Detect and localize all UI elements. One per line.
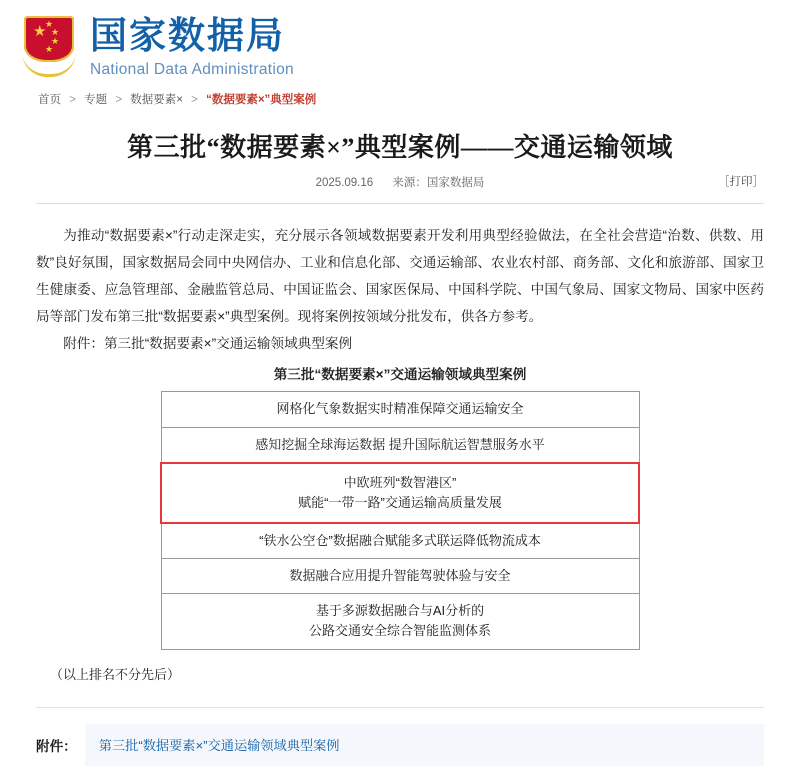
case-table-title: 第三批“数据要素×”交通运输领域典型案例 — [273, 367, 527, 383]
table-footnote: （以上排名不分先后） — [50, 666, 181, 682]
national-emblem-icon: ★ ★ ★ ★ ★ — [18, 14, 80, 76]
publish-date: 2025.09.16 — [315, 176, 374, 189]
breadcrumb-item-home[interactable]: 首页 — [38, 93, 61, 106]
breadcrumb-separator: > — [69, 93, 76, 106]
breadcrumb-item-topic[interactable]: 专题 — [84, 93, 108, 106]
table-row — [161, 559, 639, 594]
publish-source: 来源：国家数据局 — [392, 176, 485, 189]
case-table — [160, 391, 640, 649]
breadcrumb-separator: > — [115, 93, 123, 106]
site-header — [0, 0, 800, 79]
case-line: 赋能“一带一路”交通运输高质量发展 — [298, 494, 502, 510]
table-row-highlighted — [161, 463, 639, 523]
table-row — [161, 427, 639, 463]
site-title-en: National Data Administration — [90, 60, 294, 78]
breadcrumb — [0, 79, 800, 107]
breadcrumb-separator: > — [191, 93, 198, 106]
header-divider — [36, 203, 764, 204]
article-paragraph-1: 为推动“数据要素×”行动走深走实，充分展示各领域数据要素开发利用典型经验做法，在全社会营造“治数、供数、用数”良好氛围，国家数据局会同中央网信办、工业和信息化部、交通运输部、农业农村部、商务部、文化和旅游部、国家卫生健康委、应急管理部、金融监管总局、中国证监会、国家医保局、中国科学院、中国气象局、国家文物局、国家中医药局等部门发布第三批“数据要素×”典型案例。现将案例按领域分批发布，供各方参考。 — [36, 227, 764, 325]
case-cell-4 — [161, 523, 639, 559]
attachment-label: 附件： — [36, 738, 77, 754]
case-line: 感知挖掘全球海运数据 提升国际航运智慧服务水平 — [255, 436, 545, 452]
case-line: 公路交通安全综合智能监测体系 — [308, 623, 491, 639]
table-row — [161, 392, 639, 427]
print-button[interactable]: ［打印］ — [718, 175, 764, 188]
attachment-section — [36, 708, 764, 766]
site-title-block — [90, 12, 294, 79]
case-line: 中欧班列“数智港区” — [343, 474, 457, 490]
case-line: 基于多源数据融合与AI分析的 — [315, 603, 485, 619]
case-cell-6 — [161, 594, 639, 649]
case-line: 数据融合应用提升智能驾驶体验与安全 — [289, 568, 511, 584]
site-title-cn: 国家数据局 — [90, 16, 285, 57]
article-paragraph-2: 附件：第三批“数据要素×”交通运输领域典型案例 — [63, 336, 353, 352]
page-title: 第三批“数据要素×”典型案例——交通运输领域 — [127, 132, 673, 162]
table-row — [161, 523, 639, 559]
breadcrumb-item-data-element[interactable]: 数据要素× — [130, 93, 183, 106]
article-meta — [36, 174, 764, 203]
case-cell-2 — [161, 427, 639, 463]
attachment-box — [85, 724, 764, 766]
case-cell-5 — [161, 559, 639, 594]
case-cell-1 — [161, 392, 639, 427]
case-line: “铁水公空仓”数据融合赋能多式联运降低物流成本 — [259, 533, 541, 549]
attachment-link[interactable]: 第三批“数据要素×”交通运输领域典型案例 — [98, 737, 340, 753]
case-line: 网格化气象数据实时精准保障交通运输安全 — [276, 401, 524, 417]
breadcrumb-item-current: “数据要素×”典型案例 — [206, 93, 317, 106]
article — [36, 123, 764, 766]
case-cell-3 — [161, 463, 639, 523]
article-body — [36, 222, 764, 358]
table-row — [161, 594, 639, 649]
